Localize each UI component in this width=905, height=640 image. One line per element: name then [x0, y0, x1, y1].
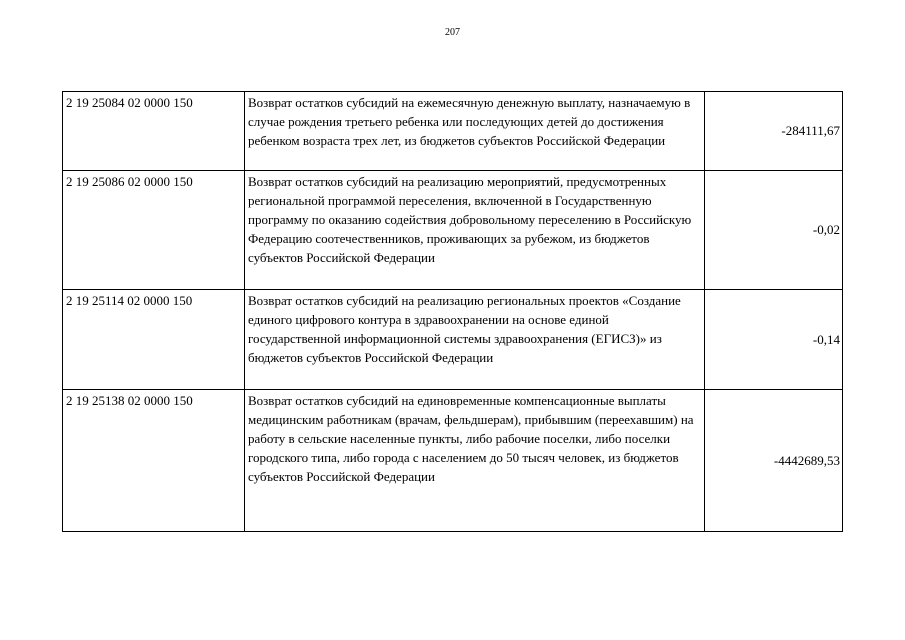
budget-code-cell: 2 19 25084 02 0000 150 [63, 92, 245, 171]
amount-cell: -0,02 [705, 171, 843, 290]
revenue-name-cell: Возврат остатков субсидий на ежемесячную денежную выплату, назначаемую в случае рождения третьего ребенка или последующих детей до достижения ребенком возраста трех лет, из бюджетов субъектов Российской Федерации [245, 92, 705, 171]
budget-code-cell: 2 19 25138 02 0000 150 [63, 390, 245, 532]
page-number: 207 [445, 27, 460, 38]
revenue-name-cell: Возврат остатков субсидий на единовременные компенсационные выплаты медицинским работникам (врачам, фельдшерам), прибывшим (переехавшим) на работу в сельские населенные пункты, либо рабочие поселки, либо поселки городского типа, либо города с населением до 50 тысяч человек, из бюджетов субъектов Российской Федерации [245, 390, 705, 532]
budget-code-cell: 2 19 25086 02 0000 150 [63, 171, 245, 290]
table-row [63, 171, 843, 290]
table-row [63, 290, 843, 390]
revenue-name-cell: Возврат остатков субсидий на реализацию региональных проектов «Создание единого цифрового контура в здравоохранении на основе единой государственной информационной системы здравоохранения (ЕГИСЗ)» из бюджетов субъектов Российской Федерации [245, 290, 705, 390]
amount-cell: -0,14 [705, 290, 843, 390]
table-row [63, 390, 843, 532]
revenue-name-cell: Возврат остатков субсидий на реализацию мероприятий, предусмотренных региональной программой переселения, включенной в Государственную программу по оказанию содействия добровольному переселению в Российскую Федерацию соотечественников, проживающих за рубежом, из бюджетов субъектов Российской Федерации [245, 171, 705, 290]
table-row [63, 92, 843, 171]
amount-cell: -4442689,53 [705, 390, 843, 532]
budget-table [62, 91, 843, 532]
amount-cell: -284111,67 [705, 92, 843, 171]
budget-code-cell: 2 19 25114 02 0000 150 [63, 290, 245, 390]
